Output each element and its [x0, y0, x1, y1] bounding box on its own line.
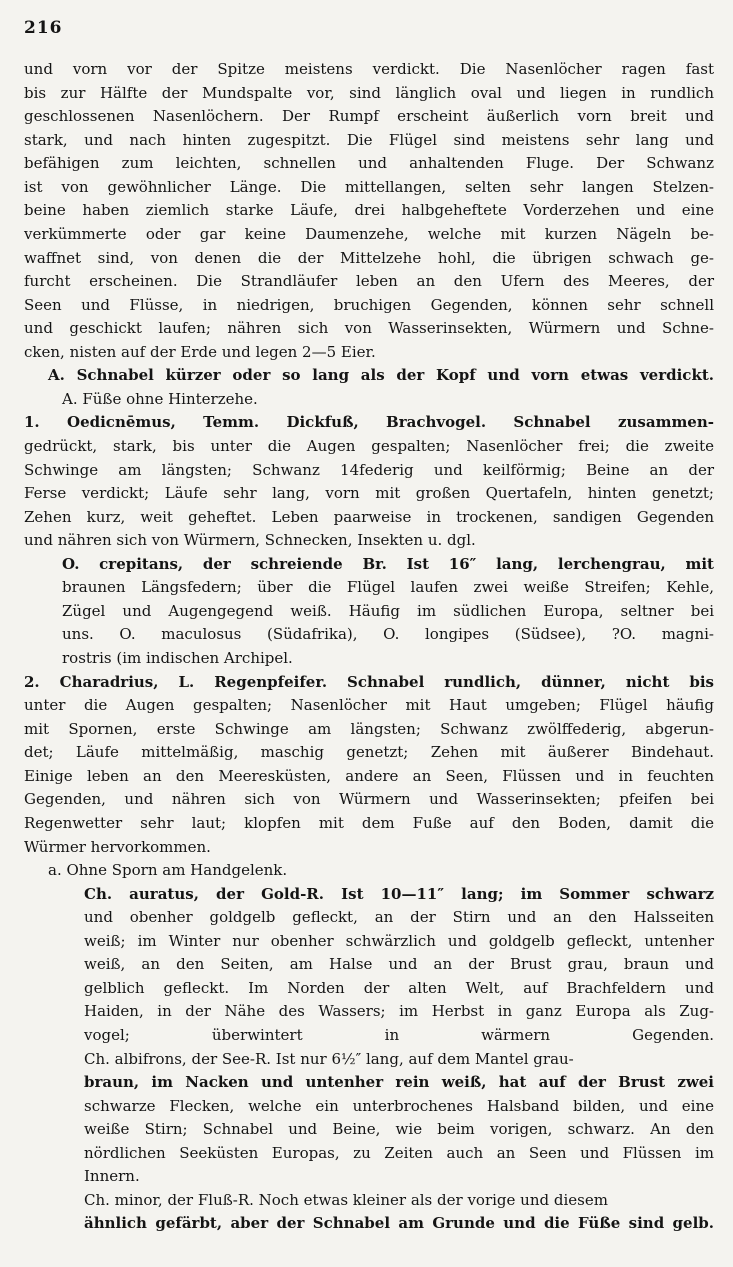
text-line: vogel; überwintert in wärmern Gegenden. — [84, 1026, 714, 1044]
text-line: bis zur Hälfte der Mundspalte vor, sind länglich oval und liegen in rundlich — [24, 83, 714, 102]
text-line: Haiden, in der Nähe des Wassers; im Herbst in ganz Europa als Zug- — [84, 1002, 714, 1021]
text-line: Innern. — [84, 1167, 140, 1186]
text-line: ist von gewöhnlicher Länge. Die mittellangen, selten sehr langen Stelzen- — [24, 177, 714, 196]
text-line: Schwinge am längsten; Schwanz 14federig und keilförmig; Beine an der — [24, 460, 714, 479]
text-line: und geschickt laufen; nähren sich von Wasserinsekten, Würmern und Schne- — [24, 319, 714, 338]
text-line: Würmer hervorkommen. — [24, 837, 211, 856]
text-line: stark, und nach hinten zugespitzt. Die Flügel sind meistens sehr lang und — [24, 130, 714, 149]
text-line: furcht erscheinen. Die Strandläufer leben an den Ufern des Meeres, der — [24, 272, 714, 290]
text-line: beine haben ziemlich starke Läufe, drei halbgeheftete Vorderzehen und eine — [24, 201, 714, 220]
text-line: Zehen kurz, weit geheftet. Leben paarweise in trockenen, sandigen Gegenden — [24, 507, 714, 526]
text-line: und vorn vor der Spitze meistens verdickt. Die Nasenlöcher ragen fast — [24, 60, 714, 78]
text-line: und nähren sich von Würmern, Schnecken, Insekten u. dgl. — [24, 531, 476, 550]
text-line: und obenher goldgelb gefleckt, an der Stirn und an den Halsseiten — [84, 908, 714, 927]
text-line: Regenwetter sehr laut; klopfen mit dem Fuße auf den Boden, damit die — [24, 813, 714, 832]
species-entry: Ch. auratus, der Gold-R. Ist 10—11″ lang; im Sommer schwarz — [84, 884, 714, 903]
text-line: Zügel und Augengegend weiß. Häufig im südlichen Europa, seltner bei — [62, 601, 714, 620]
text-line: uns. O. maculosus (Südafrika), O. longipes (Südsee), ?O. magni- — [62, 625, 714, 644]
text-line: befähigen zum leichten, schnellen und anhaltenden Fluge. Der Schwanz — [24, 154, 714, 173]
text-line: weiße Stirn; Schnabel und Beine, wie beim vorigen, schwarz. An den — [84, 1120, 714, 1139]
subgroup-heading: a. Ohne Sporn am Handgelenk. — [48, 861, 288, 879]
text-line: Seen und Flüsse, in niedrigen, bruchigen Gegenden, können sehr schnell — [24, 295, 714, 314]
text-line: gelblich gefleckt. Im Norden der alten Welt, auf Brachfeldern und — [84, 978, 714, 997]
text-line: schwarze Flecken, welche ein unterbrochenes Halsband bilden, und eine — [84, 1096, 714, 1115]
text-line: mit Spornen, erste Schwinge am längsten; Schwanz zwölffederig, abgerun- — [24, 719, 714, 738]
text-line: weiß, an den Seiten, am Halse und an der Brust grau, braun und — [84, 955, 714, 974]
page-number: 216 — [24, 18, 63, 38]
text-line: rostris (im indischen Archipel. — [62, 649, 293, 667]
text-line: cken, nisten auf der Erde und legen 2—5 Eier. — [24, 342, 376, 361]
section-heading: A. Schnabel kürzer oder so lang als der Kopf und vorn etwas verdickt. — [48, 366, 714, 385]
species-entry: braun, im Nacken und untenher rein weiß, hat auf der Brust zwei — [84, 1073, 714, 1092]
text-line: geschlossenen Nasenlöchern. Der Rumpf erscheint äußerlich vorn breit und — [24, 107, 714, 126]
species-entry: O. crepitans, der schreiende Br. Ist 16″ lang, lerchengrau, mit — [62, 554, 714, 573]
subsection-heading: A. Füße ohne Hinterzehe. — [62, 389, 258, 408]
text-line: weiß; im Winter nur obenher schwärzlich und goldgelb gefleckt, untenher — [84, 931, 714, 950]
text-line: Ferse verdickt; Läufe sehr lang, vorn mit großen Quertafeln, hinten genetzt; — [24, 484, 714, 503]
genus-heading-oedicnemus: 1. Oedicnēmus, Temm. Dickfuß, Brachvogel. Schnabel zusammen- — [24, 413, 714, 432]
text-line: Einige leben an den Meeresküsten, andere an Seen, Flüssen und in feuchten — [24, 766, 714, 785]
text-line: gedrückt, stark, bis unter die Augen gespalten; Nasenlöcher frei; die zweite — [24, 437, 714, 455]
genus-heading-charadrius: 2. Charadrius, L. Regenpfeifer. Schnabel rundlich, dünner, nicht bis — [24, 672, 714, 691]
species-entry: ähnlich gefärbt, aber der Schnabel am Grunde und die Füße sind gelb. — [84, 1214, 714, 1233]
text-line: verkümmerte oder gar keine Daumenzehe, welche mit kurzen Nägeln be- — [24, 224, 714, 243]
text-line: waffnet sind, von denen die der Mittelzehe hohl, die übrigen schwach ge- — [24, 248, 714, 267]
text-line: Ch. albifrons, der See-R. Ist nur 6½″ lang, auf dem Mantel grau- — [84, 1049, 574, 1068]
text-line: unter die Augen gespalten; Nasenlöcher mit Haut umgeben; Flügel häufig — [24, 696, 714, 715]
text-line: nördlichen Seeküsten Europas, zu Zeiten auch an Seen und Flüssen im — [84, 1143, 714, 1162]
text-line: braunen Längsfedern; über die Flügel laufen zwei weiße Streifen; Kehle, — [62, 578, 714, 597]
text-line: det; Läufe mittelmäßig, maschig genetzt; Zehen mit äußerer Bindehaut. — [24, 743, 714, 762]
text-line: Gegenden, und nähren sich von Würmern und Wasserinsekten; pfeifen bei — [24, 790, 714, 809]
text-line: Ch. minor, der Fluß-R. Noch etwas kleiner als der vorige und diesem — [84, 1190, 608, 1209]
